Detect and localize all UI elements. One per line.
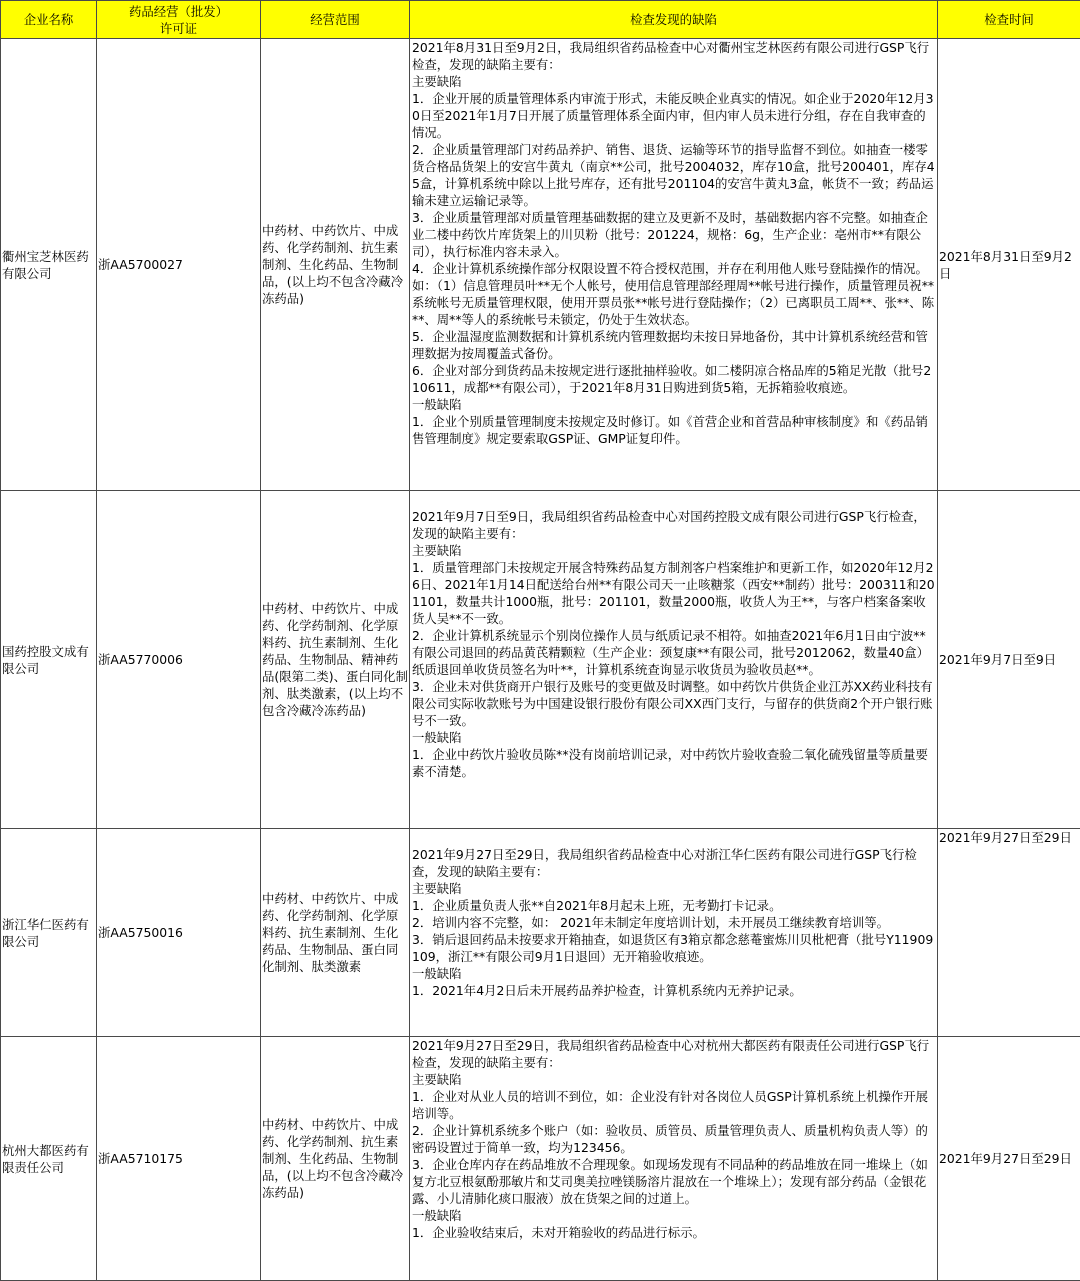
issues-cell bbox=[410, 1037, 938, 1281]
header-time: 检查时间 bbox=[938, 1, 1080, 39]
issue-line: 1．企业验收结束后，未对开箱验收的药品进行标示。 bbox=[412, 1225, 705, 1240]
inspection-time: 2021年8月31日至9月2日 bbox=[938, 39, 1080, 491]
issue-line: 主要缺陷 bbox=[412, 1072, 462, 1087]
table-row bbox=[1, 1037, 1080, 1281]
issue-line: 1．质量管理部门未按规定开展含特殊药品复方制剂客户档案维护和更新工作，如2020年12月26日、2021年1月14日配送给台州**有限公司天一止咳糖浆（西安**制药）批号：200311和201101，数量共计1000瓶，批号：201101，数量2000瓶，收货人为王**，与客户档案备案收货人吴**不一致。 bbox=[412, 560, 935, 626]
issue-line: 主要缺陷 bbox=[412, 543, 462, 558]
table-header bbox=[1, 1, 1080, 39]
issue-line: 2021年8月31日至9月2日，我局组织省药品检查中心对衢州宝芝林医药有限公司进行GSP飞行检查，发现的缺陷主要有： bbox=[412, 40, 930, 72]
issue-line: 3．销后退回药品未按要求开箱抽查，如退货区有3箱京都念慈菴蜜炼川贝枇杷膏（批号Y11909109，浙江**有限公司9月1日退回）无开箱验收痕迹。 bbox=[412, 932, 934, 964]
inspection-time: 2021年9月7日至9日 bbox=[938, 491, 1080, 829]
issue-line: 1．企业对从业人员的培训不到位，如：企业没有针对各岗位人员GSP计算机系统上机操作开展培训等。 bbox=[412, 1089, 929, 1121]
issue-line: 主要缺陷 bbox=[412, 881, 462, 896]
header-license-line1: 药品经营（批发） bbox=[128, 3, 229, 19]
issues-cell bbox=[410, 39, 938, 491]
issue-line: 主要缺陷 bbox=[412, 74, 462, 89]
issue-line: 1．企业开展的质量管理体系内审流于形式，未能反映企业真实的情况。如企业于2020年12月30日至2021年1月7日开展了质量管理体系全面内审，但内审人员未进行分组，存在自我审查的情况。 bbox=[412, 91, 934, 140]
cell-spacer bbox=[412, 491, 936, 508]
company-name: 国药控股文成有限公司 bbox=[1, 491, 97, 829]
issue-line: 1．企业质量负责人张**自2021年8月起未上班，无考勤打卡记录。 bbox=[412, 898, 782, 913]
issue-line: 4．企业计算机系统操作部分权限设置不符合授权范围，并存在利用他人账号登陆操作的情况。如：（1）信息管理员叶**无个人帐号，使用信息管理部经理周**帐号进行操作，质量管理员祝**系统帐号无质量管理权限，使用开票员张**帐号进行登陆操作；（2）已离职员工周**、张**、陈**、周**等人的系统帐号未锁定，仍处于生效状态。 bbox=[412, 261, 935, 327]
issue-line: 2．培训内容不完整，如： 2021年未制定年度培训计划，未开展员工继续教育培训等。 bbox=[412, 915, 890, 930]
issue-line: 2021年9月27日至29日，我局组织省药品检查中心对杭州大都医药有限责任公司进行GSP飞行检查，发现的缺陷主要有： bbox=[412, 1038, 930, 1070]
issue-line: 2021年9月27日至29日，我局组织省药品检查中心对浙江华仁医药有限公司进行GSP飞行检查，发现的缺陷主要有： bbox=[412, 847, 917, 879]
issue-line: 3．企业仓库内存在药品堆放不合理现象。如现场发现有不同品种的药品堆放在同一堆垛上（如复方北豆根氨酚那敏片和艾司奥美拉唑镁肠溶片混放在一个堆垛上）；发现有部分药品（金银花露、小儿清肺化痰口服液）放在货架之间的过道上。 bbox=[412, 1157, 928, 1206]
license-number: 浙AA5710175 bbox=[97, 1037, 261, 1281]
company-name: 杭州大都医药有限责任公司 bbox=[1, 1037, 97, 1281]
inspection-time: 2021年9月27日至29日 bbox=[938, 829, 1080, 1037]
issue-line: 1．2021年4月2日后未开展药品养护检查，计算机系统内无养护记录。 bbox=[412, 983, 802, 998]
table-row bbox=[1, 829, 1080, 1037]
header-license-line2: 许可证 bbox=[159, 20, 198, 36]
issue-line: 2021年9月7日至9日，我局组织省药品检查中心对国药控股文成有限公司进行GSP飞行检查，发现的缺陷主要有： bbox=[412, 509, 926, 541]
issue-line: 6．企业对部分到货药品未按规定进行逐批抽样验收。如二楼阴凉合格品库的5箱足光散（批号210611，成都**有限公司），于2021年8月31日购进到货5箱，无拆箱验收痕迹。 bbox=[412, 363, 932, 395]
issue-line: 一般缺陷 bbox=[412, 1208, 462, 1223]
issue-line: 一般缺陷 bbox=[412, 397, 462, 412]
header-scope: 经营范围 bbox=[261, 1, 410, 39]
inspection-time: 2021年9月27日至29日 bbox=[938, 1037, 1080, 1281]
issue-line: 3．企业质量管理部对质量管理基础数据的建立及更新不及时，基础数据内容不完整。如抽查企业二楼中药饮片库货架上的川贝粉（批号：201224，规格：6g，生产企业：亳州市**有限公司），执行标准内容未录入。 bbox=[412, 210, 928, 259]
issue-line: 一般缺陷 bbox=[412, 730, 462, 745]
issue-line: 2．企业计算机系统显示个别岗位操作人员与纸质记录不相符。如抽查2021年6月1日由宁波**有限公司退回的药品黄芪精颗粒（生产企业：颈复康**有限公司，批号2012062，数量40盒）纸质退回单收货员签名为叶**，计算机系统查询显示收货员为验收员赵**。 bbox=[412, 628, 930, 677]
issue-line: 2．企业计算机系统多个账户（如：验收员、质管员、质量管理负责人、质量机构负责人等）的密码设置过于简单一致，均为123456。 bbox=[412, 1123, 928, 1155]
issue-line: 5．企业温湿度监测数据和计算机系统内管理数据均未按日异地备份，其中计算机系统经营和管理数据为按周覆盖式备份。 bbox=[412, 329, 928, 361]
license-number: 浙AA5700027 bbox=[97, 39, 261, 491]
business-scope: 中药材、中药饮片、中成药、化学药制剂、化学原料药、抗生素制剂、生化药品、生物制品、精神药品(限第二类)、蛋白同化制剂、肽类激素，(以上均不包含冷藏冷冻药品) bbox=[261, 491, 410, 829]
license-number: 浙AA5770006 bbox=[97, 491, 261, 829]
company-name: 衢州宝芝林医药有限公司 bbox=[1, 39, 97, 491]
company-name: 浙江华仁医药有限公司 bbox=[1, 829, 97, 1037]
table-row bbox=[1, 491, 1080, 829]
table-row bbox=[1, 39, 1080, 491]
issues-cell bbox=[410, 491, 938, 829]
business-scope: 中药材、中药饮片、中成药、化学药制剂、抗生素制剂、生化药品、生物制品，(以上均不包含冷藏冷冻药品) bbox=[261, 39, 410, 491]
header-license bbox=[97, 1, 261, 39]
business-scope: 中药材、中药饮片、中成药、化学药制剂、抗生素制剂、生化药品、生物制品，(以上均不包含冷藏冷冻药品) bbox=[261, 1037, 410, 1281]
business-scope: 中药材、中药饮片、中成药、化学药制剂、化学原料药、抗生素制剂、生化药品、生物制品、蛋白同化制剂、肽类激素 bbox=[261, 829, 410, 1037]
issues-cell bbox=[410, 829, 938, 1037]
header-issues: 检查发现的缺陷 bbox=[410, 1, 938, 39]
issue-line: 3．企业未对供货商开户银行及账号的变更做及时调整。如中药饮片供货企业江苏XX药业科技有限公司实际收款账号为中国建设银行股份有限公司XX西门支行，与留存的供货商2个开户银行账号不一致。 bbox=[412, 679, 933, 728]
license-number: 浙AA5750016 bbox=[97, 829, 261, 1037]
issue-line: 1．企业中药饮片验收员陈**没有岗前培训记录，对中药饮片验收查验二氧化硫残留量等质量要素不清楚。 bbox=[412, 747, 928, 779]
header-company: 企业名称 bbox=[1, 1, 97, 39]
issue-line: 1．企业个别质量管理制度未按规定及时修订。如《首营企业和首营品种审核制度》和《药品销售管理制度》规定要索取GSP证、GMP证复印件。 bbox=[412, 414, 928, 446]
issue-line: 一般缺陷 bbox=[412, 966, 462, 981]
issue-line: 2．企业质量管理部门对药品养护、销售、退货、运输等环节的指导监督不到位。如抽查一楼零货合格品货架上的安宫牛黄丸（南京**公司，批号2004032，库存10盒，批号200401，库存45盒，计算机系统中除以上批号库存，还有批号201104的安宫牛黄丸3盒，帐货不一致；药品运输未建立运输记录等。 bbox=[412, 142, 935, 208]
cell-spacer bbox=[412, 829, 936, 846]
